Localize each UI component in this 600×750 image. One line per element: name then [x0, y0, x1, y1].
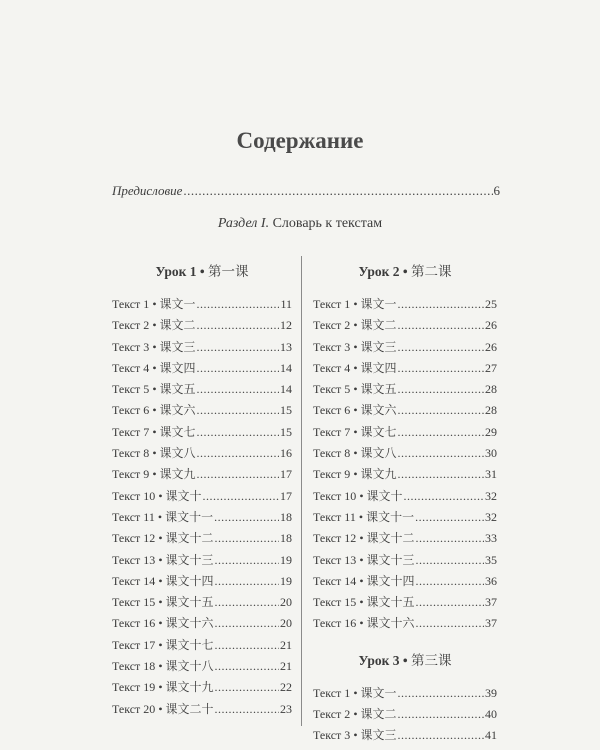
toc-entry[interactable]	[112, 400, 292, 421]
toc-entry[interactable]	[112, 550, 292, 571]
spacer	[112, 282, 292, 294]
entry-label: Текст 6	[313, 403, 351, 418]
entry-cn: 课文七	[360, 424, 397, 439]
entry-label: Текст 9	[112, 467, 150, 482]
bullet-separator: •	[155, 573, 166, 588]
toc-entry[interactable]	[112, 635, 292, 656]
entry-label: Текст 14	[313, 573, 357, 588]
entry-page: 16	[280, 446, 292, 461]
entry-cn: 课文七	[159, 424, 196, 439]
bullet-separator: •	[155, 552, 166, 567]
toc-entry[interactable]	[112, 464, 292, 485]
entry-cn: 课文三	[360, 339, 397, 354]
toc-entry[interactable]	[112, 337, 292, 358]
leader-dots	[197, 358, 279, 379]
bullet-separator: •	[149, 467, 160, 482]
section-heading	[0, 216, 600, 232]
entry-cn: 课文十二	[366, 531, 415, 546]
preface-page: 6	[493, 183, 500, 198]
entry-page: 36	[485, 573, 497, 588]
bullet-separator: •	[350, 446, 361, 461]
entry-cn: 课文五	[159, 382, 196, 397]
leader-dots	[203, 486, 279, 507]
entry-cn: 课文十一	[366, 509, 415, 524]
entry-page: 28	[485, 382, 497, 397]
bullet-separator: •	[350, 382, 361, 397]
leader-dots	[416, 592, 484, 613]
entry-label: Текст 15	[112, 595, 156, 610]
leader-dots	[215, 528, 279, 549]
entry-cn: 课文二	[360, 318, 397, 333]
bullet-separator: •	[350, 728, 361, 743]
toc-entry[interactable]	[112, 294, 292, 315]
entry-page: 13	[280, 339, 292, 354]
entry-page: 32	[485, 509, 497, 524]
entry-page: 21	[280, 637, 292, 652]
toc-entry[interactable]	[313, 592, 497, 613]
leader-dots	[398, 294, 484, 315]
entry-page: 39	[485, 685, 497, 700]
leader-dots	[183, 183, 492, 199]
bullet-separator: •	[355, 509, 367, 524]
entry-label: Текст 11	[313, 509, 356, 524]
entry-label: Текст 10	[313, 488, 357, 503]
entry-page: 37	[485, 595, 497, 610]
entry-label: Текст 1	[313, 685, 351, 700]
leader-dots	[398, 315, 484, 336]
entry-page: 33	[485, 531, 497, 546]
entry-label: Текст 4	[313, 360, 351, 375]
leader-dots	[398, 464, 484, 485]
leader-dots	[398, 704, 484, 725]
entry-label: Текст 3	[313, 339, 351, 354]
entry-page: 19	[280, 573, 292, 588]
leader-dots	[404, 486, 484, 507]
bullet-separator: •	[356, 616, 367, 631]
bullet-separator: •	[350, 318, 361, 333]
leader-dots	[197, 464, 279, 485]
bullet-separator: •	[350, 424, 361, 439]
toc-entry[interactable]	[313, 464, 497, 485]
lesson-cn: 第三课	[410, 652, 452, 668]
entry-label: Текст 3	[112, 339, 150, 354]
entry-cn: 课文九	[159, 467, 196, 482]
entry-page: 23	[280, 701, 292, 716]
bullet-separator: •	[155, 637, 166, 652]
entry-page: 41	[485, 728, 497, 743]
toc-entry[interactable]	[313, 725, 497, 746]
toc-entry[interactable]	[112, 443, 292, 464]
leader-dots	[398, 683, 484, 704]
toc-entry[interactable]	[112, 379, 292, 400]
bullet-separator: •	[149, 297, 160, 311]
toc-entry[interactable]	[313, 315, 497, 336]
entry-cn: 课文十	[366, 488, 403, 503]
leader-dots	[215, 677, 279, 698]
lesson-cn: 第二课	[410, 264, 452, 279]
leader-dots	[415, 507, 484, 528]
lesson-1-entries	[112, 294, 292, 720]
entry-label: Текст 4	[112, 360, 150, 375]
spacer	[313, 282, 497, 294]
entry-page: 17	[280, 467, 292, 482]
entry-label: Текст 18	[112, 659, 156, 674]
entry-label: Текст 14	[112, 573, 156, 588]
entry-page: 14	[280, 382, 292, 397]
lesson-3-entries	[313, 683, 497, 747]
leader-dots	[197, 400, 279, 421]
entry-cn: 课文五	[360, 382, 397, 397]
toc-entry[interactable]	[112, 422, 292, 443]
toc-entry[interactable]	[112, 613, 292, 634]
leader-dots	[215, 550, 279, 571]
bullet-separator: •	[350, 403, 361, 418]
entry-cn: 课文十六	[366, 616, 415, 631]
lesson-label: Урок 2	[358, 264, 400, 279]
bullet-separator: •	[149, 339, 160, 354]
toc-entry[interactable]	[313, 683, 497, 704]
entry-cn: 课文九	[360, 467, 397, 482]
entry-cn: 课文二十	[165, 701, 214, 716]
entry-cn: 课文六	[159, 403, 196, 418]
leader-dots	[416, 550, 484, 571]
lesson-1-heading: Урок 1 • 第一课	[155, 264, 249, 279]
entry-label: Текст 10	[112, 488, 156, 503]
entry-cn: 课文十七	[165, 637, 214, 652]
entry-label: Текст 12	[313, 531, 357, 546]
entry-page: 28	[485, 403, 497, 418]
bullet-separator: •	[350, 707, 361, 722]
page-title: Содержание	[236, 128, 364, 153]
column-divider	[301, 256, 302, 726]
entry-page: 26	[485, 339, 497, 354]
entry-page: 37	[485, 616, 497, 631]
entry-cn: 课文二	[360, 707, 397, 722]
bullet-separator: •	[350, 685, 361, 700]
entry-page: 29	[485, 424, 497, 439]
entry-cn: 课文十六	[165, 616, 214, 631]
lesson-1-column	[112, 262, 292, 720]
leader-dots	[215, 613, 279, 634]
entry-label: Текст 16	[313, 616, 357, 631]
entry-page: 27	[485, 360, 497, 375]
entry-cn: 课文一	[159, 297, 196, 311]
entry-page: 15	[280, 403, 292, 418]
entry-cn: 课文四	[159, 360, 196, 375]
toc-entry[interactable]	[313, 443, 497, 464]
entry-label: Текст 2	[112, 318, 150, 333]
leader-dots	[398, 422, 484, 443]
entry-label: Текст 1	[112, 297, 150, 311]
bullet-separator: •	[149, 318, 160, 333]
entry-page: 19	[280, 552, 292, 567]
entry-label: Текст 8	[112, 446, 150, 461]
leader-dots	[398, 725, 484, 746]
leader-dots	[215, 635, 279, 656]
section-title: Словарь к текстам	[272, 216, 383, 231]
leader-dots	[398, 379, 484, 400]
lesson-cn: 第一课	[207, 264, 249, 279]
entry-cn: 课文十	[165, 488, 202, 503]
entry-cn: 课文一	[360, 297, 397, 311]
leader-dots	[416, 571, 484, 592]
entry-page: 15	[280, 424, 292, 439]
toc-entry[interactable]	[112, 315, 292, 336]
leader-dots	[197, 379, 279, 400]
entry-cn: 课文十五	[165, 595, 214, 610]
bullet-separator: •	[155, 701, 166, 716]
toc-entry[interactable]	[313, 358, 497, 379]
lesson-label: Урок 3	[358, 652, 400, 668]
leader-dots	[398, 358, 484, 379]
entry-cn: 课文一	[360, 685, 397, 700]
leader-dots	[197, 315, 279, 336]
lesson-2-column	[313, 262, 497, 747]
entry-page: 21	[280, 659, 292, 674]
toc-entry[interactable]	[112, 571, 292, 592]
entry-cn: 课文八	[159, 446, 196, 461]
entry-page: 26	[485, 318, 497, 333]
toc-entry[interactable]	[313, 550, 497, 571]
bullet-separator: •	[155, 659, 166, 674]
entry-label: Текст 9	[313, 467, 351, 482]
spacer	[313, 671, 497, 683]
bullet-separator: •	[149, 424, 160, 439]
entry-label: Текст 2	[313, 318, 351, 333]
lesson-2-heading: Урок 2 • 第二课	[358, 264, 452, 279]
entry-page: 18	[280, 509, 292, 524]
bullet-separator: •	[350, 360, 361, 375]
bullet-separator: •	[356, 531, 367, 546]
bullet-separator: •	[356, 552, 367, 567]
leader-dots	[398, 443, 484, 464]
section-prefix: Раздел I.	[217, 216, 270, 231]
toc-entry[interactable]	[313, 507, 497, 528]
entry-label: Текст 16	[112, 616, 156, 631]
toc-entry[interactable]	[112, 677, 292, 698]
entry-cn: 课文十二	[165, 531, 214, 546]
entry-label: Текст 19	[112, 680, 156, 695]
toc-entry[interactable]	[112, 507, 292, 528]
entry-label: Текст 17	[112, 637, 156, 652]
bullet-separator: •	[149, 360, 160, 375]
toc-entry[interactable]	[313, 294, 497, 315]
lesson-2-entries	[313, 294, 497, 635]
entry-label: Текст 6	[112, 403, 150, 418]
entry-cn: 课文十三	[366, 552, 415, 567]
entry-cn: 课文十八	[165, 659, 214, 674]
toc-entry[interactable]	[313, 704, 497, 725]
bullet-separator: •	[155, 531, 166, 546]
entry-cn: 课文十三	[165, 552, 214, 567]
leader-dots	[214, 507, 279, 528]
entry-label: Текст 2	[313, 707, 351, 722]
entry-label: Текст 7	[313, 424, 351, 439]
leader-dots	[215, 592, 279, 613]
toc-entry-preface[interactable]	[112, 183, 500, 199]
entry-page: 17	[280, 488, 292, 503]
lesson-3-heading: Урок 3 • 第三课	[358, 652, 452, 668]
toc-entry[interactable]	[112, 358, 292, 379]
bullet-separator: •	[350, 297, 361, 311]
entry-label: Текст 1	[313, 297, 351, 311]
entry-cn: 课文十五	[366, 595, 415, 610]
entry-label: Текст 3	[313, 728, 351, 743]
leader-dots	[215, 699, 279, 720]
entry-cn: 课文八	[360, 446, 397, 461]
leader-dots	[398, 400, 484, 421]
leader-dots	[197, 443, 279, 464]
toc-entry[interactable]	[112, 528, 292, 549]
entry-cn: 课文二	[159, 318, 196, 333]
entry-cn: 课文十四	[165, 573, 214, 588]
entry-page: 35	[485, 552, 497, 567]
toc-entry[interactable]	[313, 379, 497, 400]
leader-dots	[215, 571, 279, 592]
entry-label: Текст 13	[112, 552, 156, 567]
entry-page: 25	[485, 297, 497, 311]
entry-cn: 课文十九	[165, 680, 214, 695]
leader-dots	[416, 528, 484, 549]
bullet-separator: •	[149, 403, 160, 418]
entry-page: 30	[485, 446, 497, 461]
entry-label: Текст 7	[112, 424, 150, 439]
bullet-separator: •	[356, 595, 367, 610]
toc-entry[interactable]	[313, 337, 497, 358]
entry-page: 22	[280, 680, 292, 695]
entry-page: 40	[485, 707, 497, 722]
entry-cn: 课文三	[159, 339, 196, 354]
entry-cn: 课文十一	[165, 509, 214, 524]
toc-entry[interactable]	[313, 528, 497, 549]
preface-label: Предисловие	[112, 183, 183, 198]
bullet-separator: •	[155, 616, 166, 631]
toc-entry[interactable]	[313, 422, 497, 443]
bullet-separator: •	[155, 595, 166, 610]
toc-entry[interactable]	[112, 592, 292, 613]
leader-dots	[416, 613, 484, 634]
entry-page: 31	[485, 467, 497, 482]
bullet-separator: •	[356, 573, 367, 588]
entry-label: Текст 12	[112, 531, 156, 546]
entry-cn: 课文四	[360, 360, 397, 375]
leader-dots	[398, 337, 484, 358]
bullet-separator: •	[350, 467, 361, 482]
entry-label: Текст 5	[313, 382, 351, 397]
entry-label: Текст 11	[112, 509, 155, 524]
lesson-label: Урок 1	[155, 264, 197, 279]
entry-label: Текст 8	[313, 446, 351, 461]
entry-label: Текст 15	[313, 595, 357, 610]
entry-cn: 课文六	[360, 403, 397, 418]
entry-page: 18	[280, 531, 292, 546]
toc-entry[interactable]	[313, 613, 497, 634]
leader-dots	[197, 337, 279, 358]
bullet-separator: •	[154, 509, 166, 524]
bullet-separator: •	[350, 339, 361, 354]
entry-label: Текст 20	[112, 701, 156, 716]
entry-page: 32	[485, 488, 497, 503]
toc-entry[interactable]	[112, 699, 292, 720]
entry-label: Текст 5	[112, 382, 150, 397]
entry-page: 11	[280, 297, 292, 311]
entry-cn: 课文十四	[366, 573, 415, 588]
toc-entry[interactable]	[112, 486, 292, 507]
entry-page: 14	[280, 360, 292, 375]
entry-label: Текст 13	[313, 552, 357, 567]
toc-entry[interactable]	[313, 571, 497, 592]
bullet-separator: •	[149, 382, 160, 397]
bullet-separator: •	[155, 488, 166, 503]
toc-entry[interactable]	[313, 486, 497, 507]
leader-dots	[215, 656, 279, 677]
toc-entry[interactable]	[313, 400, 497, 421]
leader-dots	[197, 422, 279, 443]
entry-page: 20	[280, 595, 292, 610]
toc-entry[interactable]	[112, 656, 292, 677]
entry-page: 12	[280, 318, 292, 333]
leader-dots	[197, 294, 280, 315]
entry-page: 20	[280, 616, 292, 631]
entry-cn: 课文三	[360, 728, 397, 743]
bullet-separator: •	[149, 446, 160, 461]
bullet-separator: •	[155, 680, 166, 695]
bullet-separator: •	[356, 488, 367, 503]
